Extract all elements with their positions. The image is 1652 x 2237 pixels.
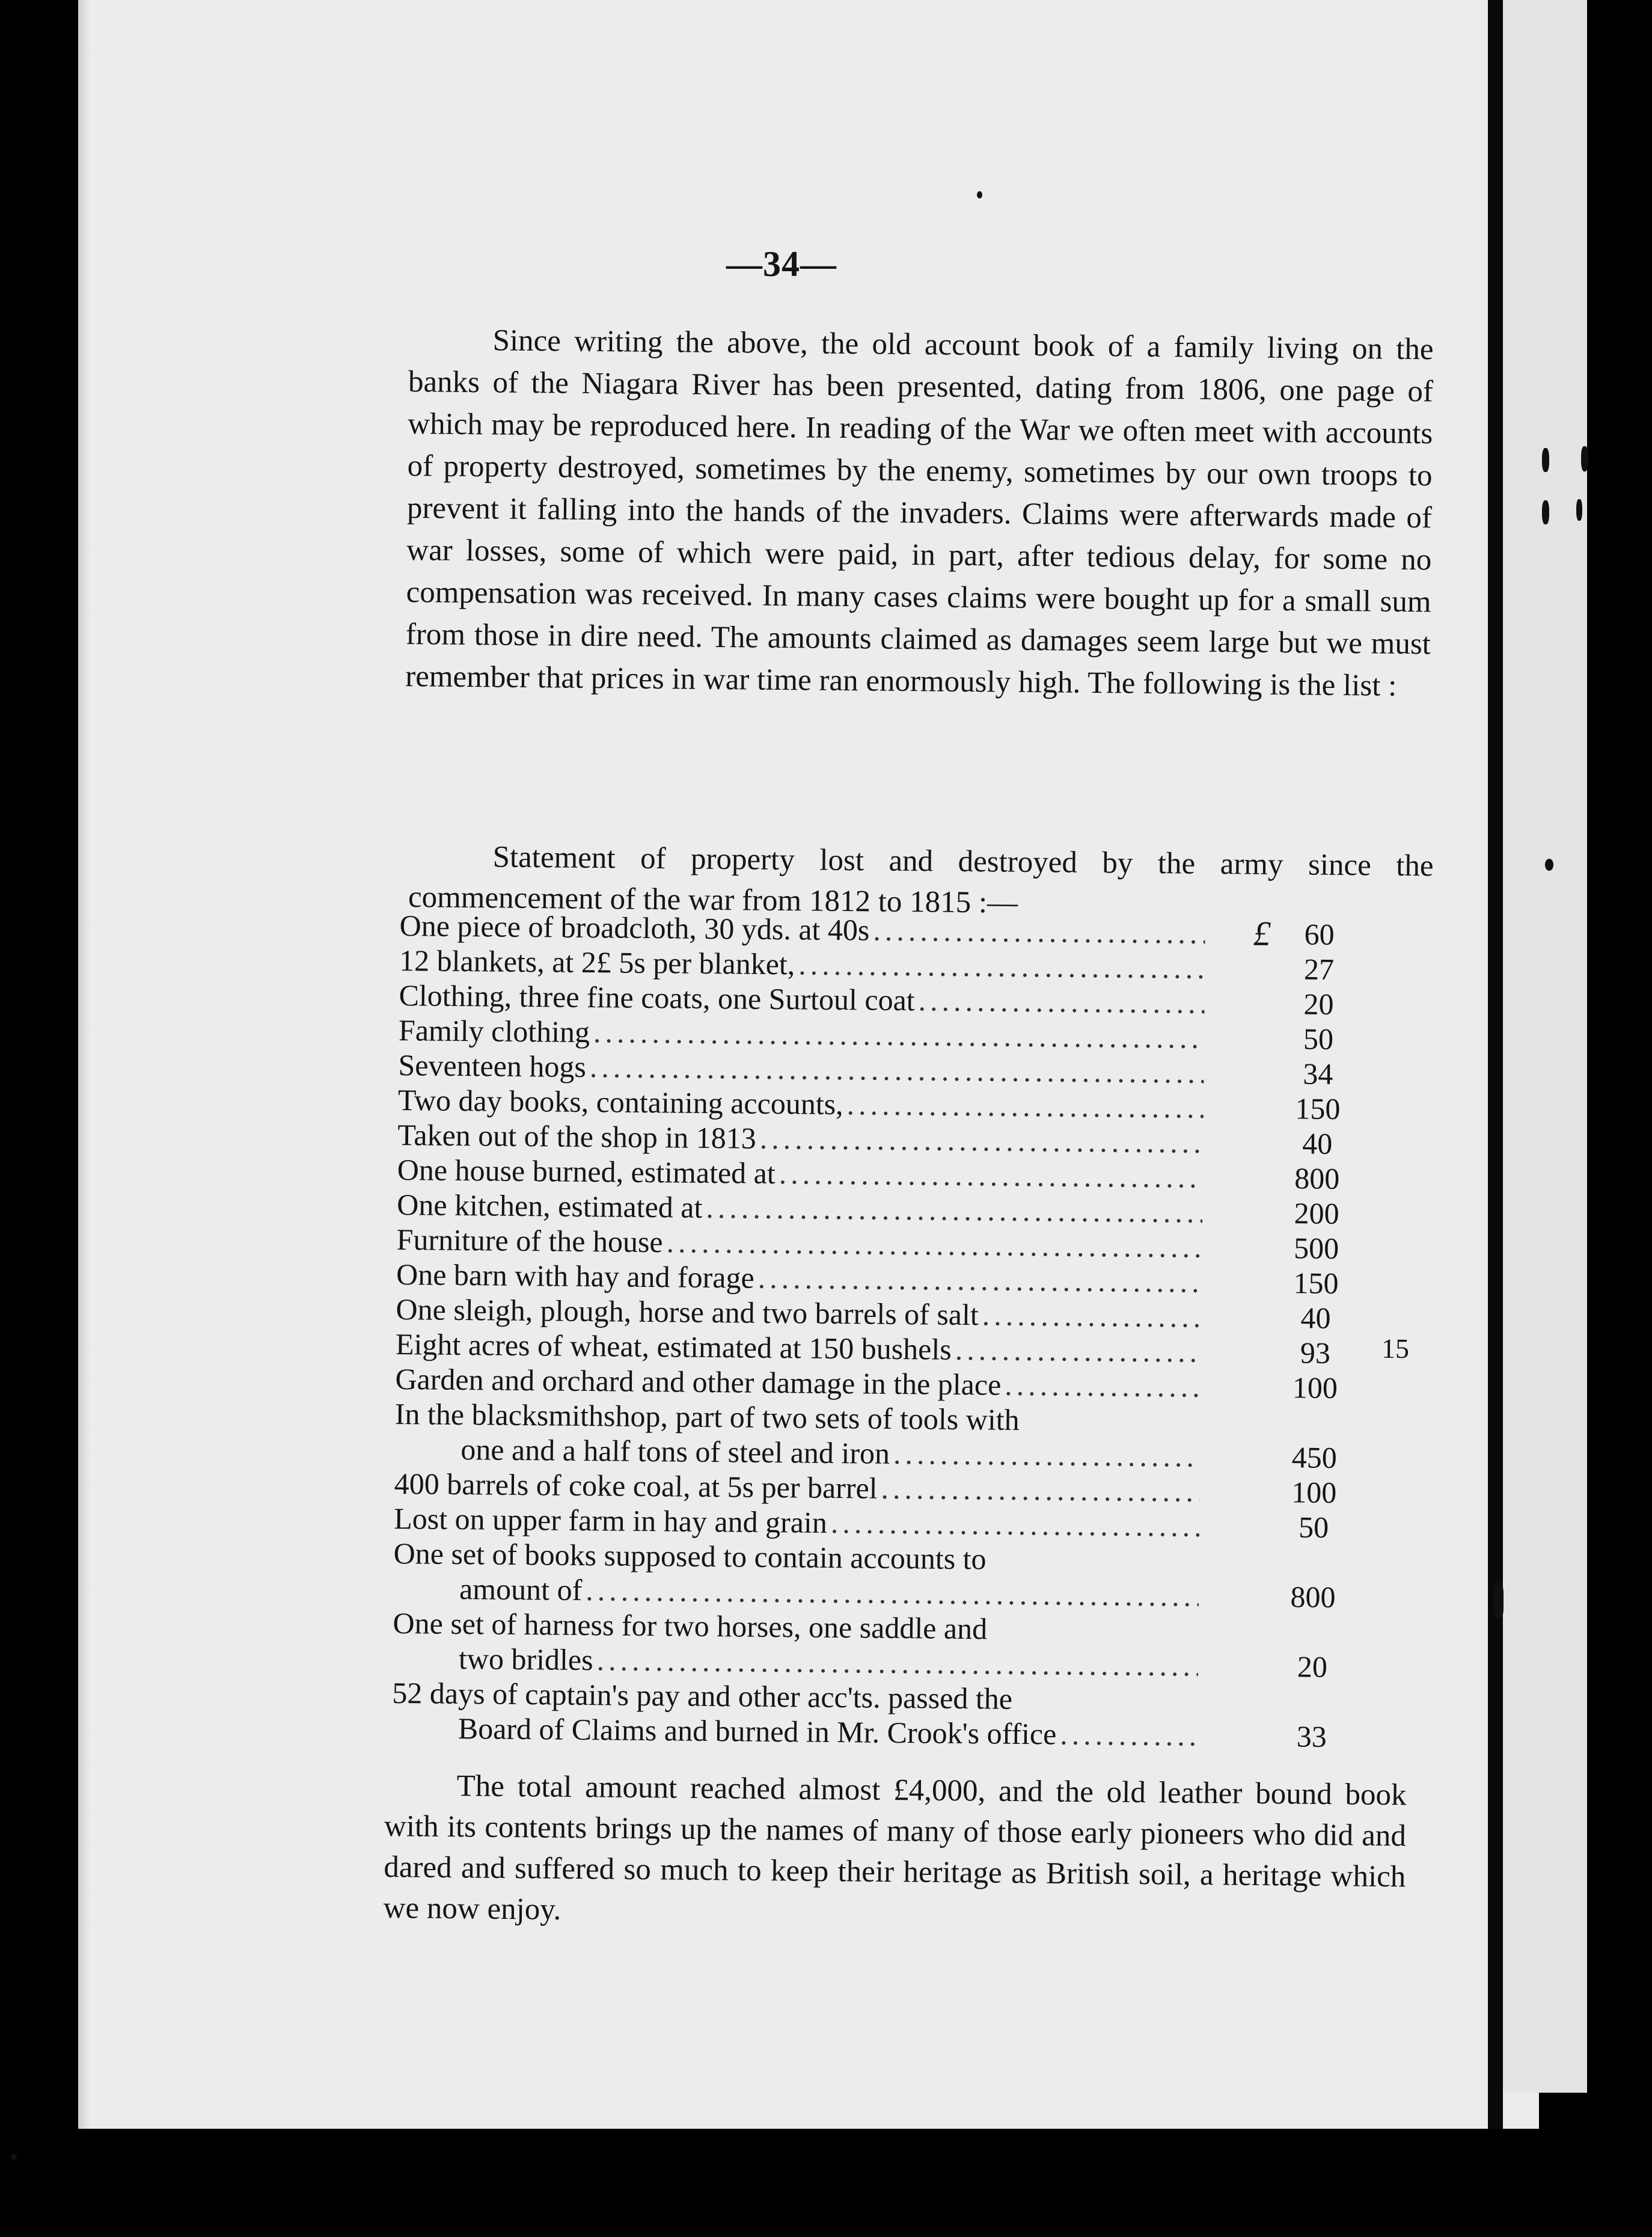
dot-leader [893,1436,1201,1474]
ledger-item-text: 52 days of captain's pay and other acc'ts. passed the [392,1675,1013,1716]
dot-leader [798,947,1205,985]
dot-leader [1060,1717,1198,1753]
dot-leader [779,1156,1204,1195]
ledger-item-text: In the blacksmithshop, part of two sets of tools with [394,1396,1020,1437]
ledger-item-text: One barn with hay and forage [396,1257,755,1295]
ledger-item-text: One set of harness for two horses, one saddle and [393,1606,988,1646]
statement-intro: Statement of property lost and destroyed by the army since the commencement of the war from 1812 to 1815 :— [408,840,1434,920]
ledger-item-text: Lost on upper farm in hay and grain [393,1501,828,1539]
ledger-amount: 100 [1291,1475,1337,1510]
ledger-amount: 60 [1304,917,1335,951]
ledger-row [393,1606,1469,1686]
book-page [78,0,1539,2129]
page-edge-shadow [1488,0,1503,2129]
ledger-item-text: Seventeen hogs [398,1048,587,1084]
ledger-item-text: one and a half tons of steel and iron [460,1432,890,1470]
page-gutter-shadow [78,0,90,2129]
ledger-item-text: Board of Claims and burned in Mr. Crook's office [457,1711,1057,1751]
ledger-item-description [393,1536,1199,1613]
adjacent-page-edge [1503,0,1587,2093]
dot-leader [757,1260,1202,1300]
scan-speck [11,2154,17,2160]
ledger-item-text: Furniture of the house [396,1222,663,1259]
closing-paragraph: The total amount reached almost £4,000, and the old leather bound book with its contents brings up the names of many of those early pioneers who did and dared and suffered so much to keep their heritage as British soil, a heritage which we now enjoy. [383,1769,1407,1927]
ledger-amount-shillings: 15 [1381,1333,1410,1364]
dot-leader [596,1642,1198,1683]
ledger-item-text: One house burned, estimated at [397,1152,776,1191]
ledger-amount: 93 [1300,1336,1331,1370]
ledger-amount: 150 [1293,1266,1339,1301]
dot-leader [759,1121,1203,1160]
ledger-row [392,1675,1469,1755]
currency-symbol: £ [1253,913,1271,953]
dot-leader [955,1332,1201,1369]
ledger-item-description [394,1396,1201,1474]
scan-speck [1542,500,1549,524]
scan-speck [977,191,982,198]
dot-leader [846,1087,1204,1125]
ledger-amount: 34 [1303,1057,1333,1091]
dot-leader [881,1471,1200,1509]
dot-leader [873,913,1205,951]
ledger-amount: 500 [1293,1231,1339,1266]
ledger-item-text: two bridles [458,1641,593,1677]
ledger-item-text: 12 blankets, at 2£ 5s per blanket, [399,943,795,981]
ledger-item-text: One set of books supposed to contain accounts to [393,1536,987,1576]
ledger-amount: 27 [1303,952,1335,986]
ledger-item-text: One piece of broadcloth, 30 yds. at 40s [399,909,870,947]
ledger-item-description [393,1606,1199,1683]
scan-speck [1542,448,1549,472]
scan-speck [1576,499,1582,521]
intro-paragraph-block [405,319,1434,707]
ledger-list [392,908,1476,1755]
ledger-item-text: One sleigh, plough, horse and two barrels of salt [396,1292,979,1332]
dot-leader [590,1049,1204,1090]
dot-leader [593,1014,1204,1055]
ledger-item-text: Garden and orchard and other damage in the place [395,1361,1002,1402]
ledger-amount: 40 [1300,1301,1331,1335]
ledger-amount: 450 [1291,1440,1338,1475]
ledger-item-line [392,1710,1198,1753]
dot-leader [706,1190,1202,1230]
ledger-item-text: Family clothing [398,1013,590,1049]
intro-paragraph: Since writing the above, the old account book of a family living on the banks of the Niagara River has been presented, dating from 1806, one page of which may be reproduced here. In reading of the War we often meet with accounts of property destroyed, sometimes by the enemy, sometimes by our own troops to prevent it falling into the hands of the invaders. Claims were afterwards made of war losses, some of which were paid, in part, after tedious delay, for some no compensation was received. In many cases claims were bought up for a small sum from those in dire need. The amounts claimed as damages seem large but we must remember that prices in war time ran enormously high. The following is the list : [405,324,1434,703]
ledger-row [393,1536,1470,1616]
scan-speck [1545,859,1553,871]
ledger-item-text: amount of [459,1572,583,1607]
ledger-item-text: Taken out of the shop in 1813 [397,1117,757,1155]
ledger-row [394,1396,1471,1476]
ledger-item-text: One kitchen, estimated at [396,1187,703,1224]
ledger-amount: 20 [1303,987,1334,1021]
scan-speck [1581,446,1588,471]
dot-leader [982,1297,1202,1334]
ledger-amount: 20 [1297,1649,1328,1684]
dot-leader [586,1573,1199,1613]
ledger-amount: 800 [1290,1580,1336,1614]
ledger-item-text: Eight acres of wheat, estimated at 150 bushels [395,1327,952,1366]
scan-speck [1494,1583,1504,1619]
ledger-amount: 100 [1292,1370,1338,1405]
dot-leader [831,1505,1200,1544]
ledger-amount: 33 [1296,1719,1327,1754]
ledger-amount: 40 [1302,1126,1333,1161]
ledger-amount: 800 [1294,1161,1340,1196]
ledger-amount: 50 [1303,1022,1334,1056]
dot-leader [666,1224,1202,1265]
ledger-item-text: 400 barrels of coke coal, at 5s per barrel [394,1466,878,1505]
ledger-amount: 50 [1298,1510,1329,1544]
ledger-item-text: Two day books, containing accounts, [397,1082,843,1122]
dot-leader [918,983,1204,1020]
dot-leader [1005,1367,1201,1404]
ledger-amount: 200 [1294,1196,1339,1231]
ledger-amount: 150 [1295,1091,1341,1126]
ledger-item-text: Clothing, three fine coats, one Surtoul coat [399,978,915,1017]
ledger-item-description [392,1675,1198,1753]
page-number: —34— [726,244,837,284]
